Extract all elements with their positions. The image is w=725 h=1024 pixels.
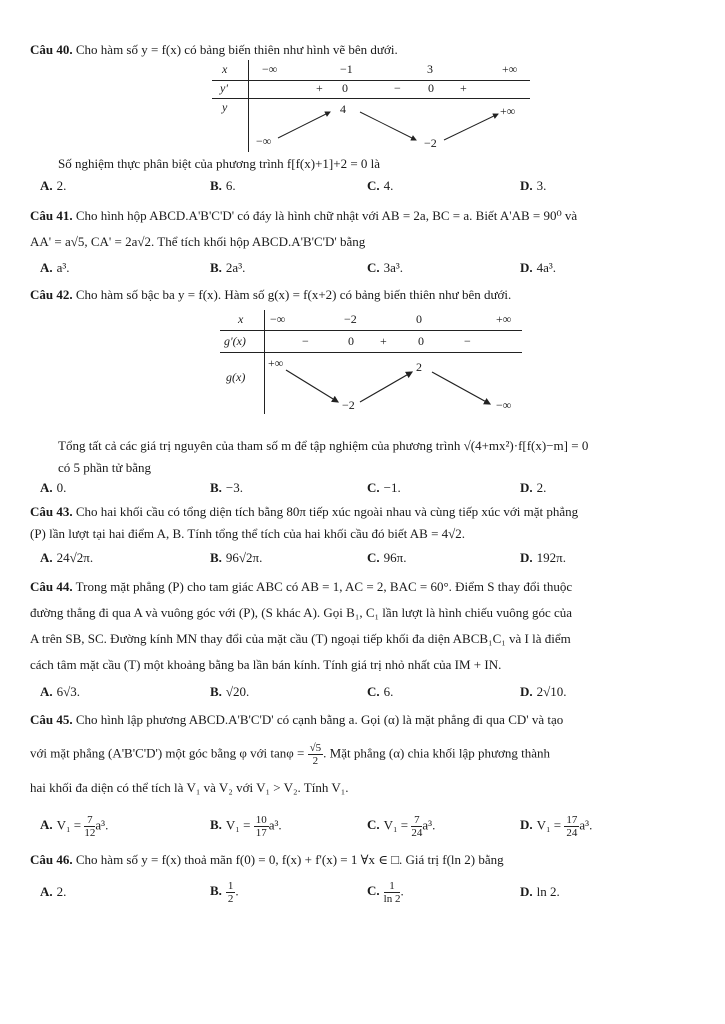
q43-stem	[30, 502, 703, 521]
q44-line2: đường thẳng đi qua A và vuông góc với (P), (S khác A). Gọi B₁, C₁ lần lượt là hình chiếu vuông góc của	[30, 605, 573, 620]
q40-yp-label: y'	[220, 81, 228, 95]
q40-yp-sign: 0	[342, 81, 348, 95]
q44-option-b[interactable]: B. √20.	[210, 684, 250, 699]
q41-option-a[interactable]: A. a³.	[40, 260, 70, 275]
q42-gp-label: g'(x)	[224, 334, 246, 348]
q45-line2: với mặt phẳng (A'B'C'D') một góc bằng φ với tanφ = $\frac{√5}{2}$ . Mặt phẳng (α) chia khối lập phương thành	[30, 742, 551, 767]
q45-option-d[interactable]: D. V₁ = $\frac{17}{24}$ a³.	[520, 814, 593, 839]
q40-y-val: −2	[424, 136, 437, 150]
q43-options	[40, 550, 703, 570]
q42-g-val: 2	[416, 360, 422, 374]
q41-number: Câu 41.	[30, 208, 73, 223]
q46-text: Cho hàm số y = f(x) thoả mãn f(0) = 0, f(x) + f'(x) = 1 ∀x ∈ □. Giá trị f(ln 2) bằng	[75, 852, 504, 867]
q45-stem	[30, 710, 703, 729]
q41-line2: AA' = a√5, CA' = 2a√2. Thể tích khối hộp ABCD.A'B'C'D' bằng	[30, 234, 366, 249]
q42-g-val: −2	[342, 398, 355, 412]
q42-text: Cho hàm số bậc ba y = f(x). Hàm số g(x) = f(x+2) có bảng biến thiên như bên dưới.	[75, 287, 512, 302]
q41-line1: Cho hình hộp ABCD.A'B'C'D' có đáy là hình chữ nhật với AB = 2a, BC = a. Biết A'AB = 90⁰ và	[75, 208, 578, 223]
q40-options	[40, 178, 703, 198]
q41-option-d[interactable]: D. 4a³.	[520, 260, 557, 275]
q40-x-val: +∞	[502, 62, 518, 76]
q42-x-val: 0	[416, 312, 422, 326]
q44-number: Câu 44.	[30, 579, 73, 594]
q42-options	[40, 480, 703, 500]
q41-stem	[30, 206, 703, 225]
q42-option-a[interactable]: A. 0.	[40, 480, 67, 495]
q42-number: Câu 42.	[30, 287, 73, 302]
q42-stem	[30, 285, 703, 304]
q42-variation-table	[220, 310, 522, 414]
q44-line3: A trên SB, SC. Đường kính MN thay đổi của mặt cầu (T) ngoại tiếp khối đa diện ABCB₁C₁ và I là điểm	[30, 631, 571, 646]
q46-option-b[interactable]: B. $\frac{1}{2}$ .	[210, 880, 239, 905]
q42-gp-sign: +	[380, 334, 387, 348]
q45-line3: hai khối đa diện có thể tích là V₁ và V₂ với V₁ > V₂. Tính V₁.	[30, 780, 349, 795]
q42-gp-sign: 0	[418, 334, 424, 348]
q44-option-a[interactable]: A. 6√3.	[40, 684, 81, 699]
q45-line1: Cho hình lập phương ABCD.A'B'C'D' có cạnh bằng a. Gọi (α) là mặt phẳng đi qua CD' và tạo	[75, 712, 564, 727]
q42-gp-sign: 0	[348, 334, 354, 348]
q42-question-1: Tổng tất cả các giá trị nguyên của tham số m để tập nghiệm của phương trình √(4+mx²)·f[f(x)−m] = 0	[58, 438, 589, 453]
q42-gp-sign: −	[464, 334, 471, 348]
q43-number: Câu 43.	[30, 504, 73, 519]
q42-gp-sign: −	[302, 334, 309, 348]
q40-option-b[interactable]: B. 6.	[210, 178, 236, 193]
q40-option-d[interactable]: D. 3.	[520, 178, 547, 193]
q42-question-2: có 5 phần tử bằng	[58, 460, 151, 475]
q42-x-val: −2	[344, 312, 357, 326]
q40-option-c[interactable]: C. 4.	[367, 178, 394, 193]
q40-x-val: −1	[340, 62, 353, 76]
q40-x-val: 3	[427, 62, 433, 76]
q41-option-c[interactable]: C. 3a³.	[367, 260, 404, 275]
q40-y-val: 4	[340, 102, 346, 116]
q43-line2: (P) lần lượt tại hai điểm A, B. Tính tổng thể tích của hai khối cầu đó biết AB = 4√2.	[30, 526, 466, 541]
q40-variation-table	[212, 60, 530, 152]
q45-option-c[interactable]: C. V₁ = $\frac{7}{24}$ a³.	[367, 814, 436, 839]
q43-option-c[interactable]: C. 96π.	[367, 550, 407, 565]
q40-yp-sign: −	[394, 81, 401, 95]
q41-options	[40, 260, 703, 280]
q43-line1: Cho hai khối cầu có tổng diện tích bằng 80π tiếp xúc ngoài nhau và cùng tiếp xúc với mặt phẳng	[75, 504, 579, 519]
q42-x-val: +∞	[496, 312, 512, 326]
q40-arrows	[212, 60, 530, 152]
q46-stem	[30, 850, 703, 869]
q40-option-a[interactable]: A. 2.	[40, 178, 67, 193]
q40-text: Cho hàm số y = f(x) có bảng biến thiên như hình vẽ bên dưới.	[75, 42, 398, 57]
q40-yp-sign: 0	[428, 81, 434, 95]
q40-stem	[30, 40, 703, 59]
q45-tan-fraction: $\frac{√5}{2}$	[309, 742, 322, 767]
q46-options	[40, 880, 703, 908]
q42-arrows	[220, 310, 522, 414]
q44-line4: cách tâm mặt cầu (T) một khoảng bằng ba lần bán kính. Tính giá trị nhỏ nhất của IM + IN.	[30, 657, 502, 672]
q44-line1: Trong mặt phẳng (P) cho tam giác ABC có AB = 1, AC = 2, BAC = 60°. Điểm S thay đổi thuộc	[75, 579, 573, 594]
q40-x-val: −∞	[262, 62, 278, 76]
q45-option-a[interactable]: A. V₁ = $\frac{7}{12}$ a³.	[40, 814, 109, 839]
q40-y-val: −∞	[256, 134, 272, 148]
q41-option-b[interactable]: B. 2a³.	[210, 260, 246, 275]
q42-g-val: −∞	[496, 398, 512, 412]
q40-y-val: +∞	[500, 104, 516, 118]
q42-g-val: +∞	[268, 356, 284, 370]
q43-option-b[interactable]: B. 96√2π.	[210, 550, 263, 565]
q44-stem	[30, 577, 703, 596]
q45-option-b[interactable]: B. V₁ = $\frac{10}{17}$ a³.	[210, 814, 282, 839]
q42-option-b[interactable]: B. −3.	[210, 480, 244, 495]
q46-number: Câu 46.	[30, 852, 73, 867]
q45-number: Câu 45.	[30, 712, 73, 727]
q40-yp-sign: +	[316, 81, 323, 95]
q42-x-val: −∞	[270, 312, 286, 326]
q40-y-label: y	[222, 100, 228, 114]
q44-option-d[interactable]: D. 2√10.	[520, 684, 567, 699]
q42-option-d[interactable]: D. 2.	[520, 480, 547, 495]
q42-g-label: g(x)	[226, 370, 246, 384]
q44-options	[40, 684, 703, 704]
q43-option-a[interactable]: A. 24√2π.	[40, 550, 94, 565]
q40-yp-sign: +	[460, 81, 467, 95]
q46-option-a[interactable]: A. 2.	[40, 884, 67, 899]
q43-option-d[interactable]: D. 192π.	[520, 550, 566, 565]
q46-option-d[interactable]: D. ln 2.	[520, 884, 560, 899]
q45-options	[40, 814, 703, 842]
q42-x-label: x	[238, 312, 244, 326]
q44-option-c[interactable]: C. 6.	[367, 684, 394, 699]
q42-option-c[interactable]: C. −1.	[367, 480, 401, 495]
q40-x-label: x	[222, 62, 228, 76]
q40-number: Câu 40.	[30, 42, 73, 57]
q46-option-c[interactable]: C. $\frac{1}{\ln 2}$ .	[367, 880, 404, 905]
q40-question: Số nghiệm thực phân biệt của phương trình f[f(x)+1]+2 = 0 là	[58, 156, 381, 171]
